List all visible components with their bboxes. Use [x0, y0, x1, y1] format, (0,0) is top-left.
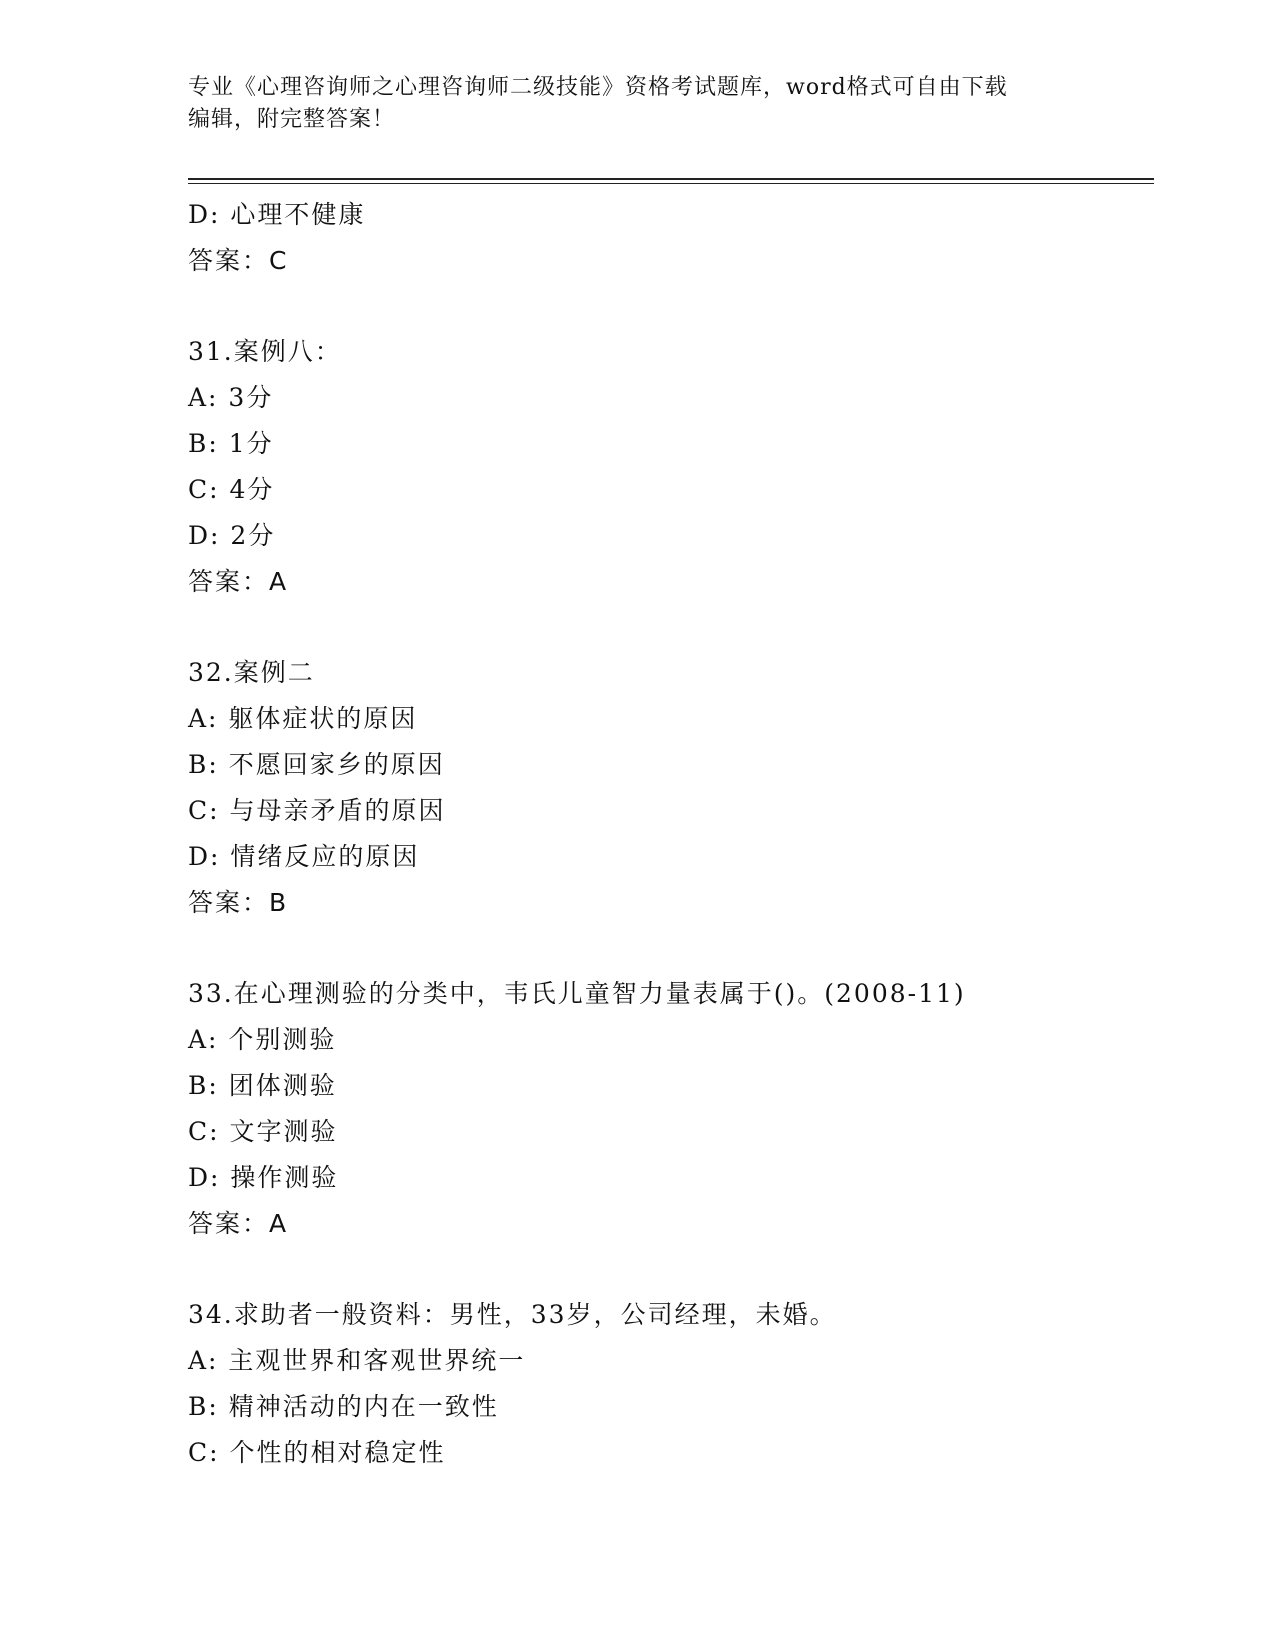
option-d: D: 情绪反应的原因 [188, 842, 420, 871]
option-a: A: 3分 [188, 383, 274, 412]
header-line-2: 编辑，附完整答案！ [188, 107, 396, 132]
option-b: B: 团体测验 [188, 1071, 337, 1100]
question-34 [188, 1292, 1148, 1476]
option-a: A: 个别测验 [188, 1025, 337, 1054]
option-d: D: 操作测验 [188, 1163, 339, 1192]
question-32 [188, 650, 1148, 926]
answer-line: 答案：A [188, 567, 289, 596]
document-header [188, 72, 1068, 136]
option-c: C: 个性的相对稳定性 [188, 1438, 446, 1467]
option-c: C: 与母亲矛盾的原因 [188, 796, 446, 825]
question-33 [188, 971, 1148, 1247]
question-31 [188, 329, 1148, 605]
option-a: A: 躯体症状的原因 [188, 704, 418, 733]
answer-line: 答案：C [188, 246, 289, 275]
question-stem: 32.案例二 [188, 658, 315, 687]
option-b: B: 精神活动的内在一致性 [188, 1392, 499, 1421]
header-divider-thick [188, 178, 1154, 180]
option-c: C: 文字测验 [188, 1117, 338, 1146]
question-stem: 34.求助者一般资料：男性，33岁，公司经理，未婚。 [188, 1300, 837, 1329]
question-fragment [188, 192, 1148, 284]
question-stem: 31.案例八： [188, 337, 342, 366]
question-list [188, 192, 1148, 1476]
option-b: B: 1分 [188, 429, 274, 458]
header-line-1: 专业《心理咨询师之心理咨询师二级技能》资格考试题库，word格式可自由下载 [188, 75, 1008, 100]
answer-line: 答案：A [188, 1209, 289, 1238]
option-a: A: 主观世界和客观世界统一 [188, 1346, 526, 1375]
option-c: C: 4分 [188, 475, 275, 504]
option-d: D: 心理不健康 [188, 200, 366, 229]
question-stem: 33.在心理测验的分类中，韦氏儿童智力量表属于()。(2008-11) [188, 979, 966, 1008]
option-d: D: 2分 [188, 521, 276, 550]
answer-line: 答案：B [188, 888, 289, 917]
option-b: B: 不愿回家乡的原因 [188, 750, 445, 779]
header-divider-thin [188, 183, 1154, 184]
